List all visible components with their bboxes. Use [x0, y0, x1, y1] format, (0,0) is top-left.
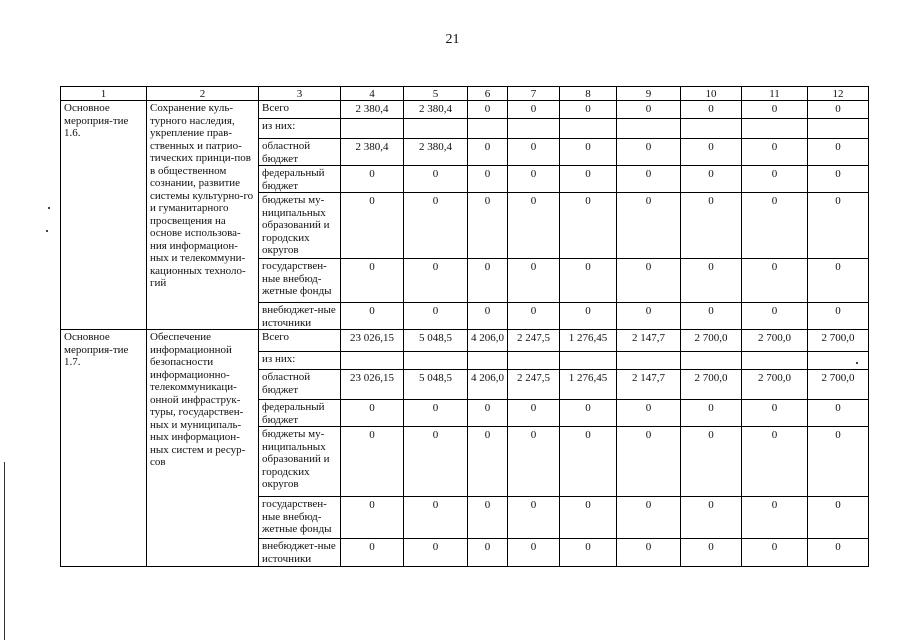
value-cell: 0 — [617, 497, 681, 539]
value-cell: 2 700,0 — [681, 370, 742, 400]
funding-source-label: бюджеты му-ниципальных образований и городских округов — [259, 427, 341, 497]
value-cell: 0 — [341, 303, 404, 330]
value-cell: 0 — [404, 400, 468, 427]
value-cell: 0 — [560, 400, 617, 427]
value-cell: 5 048,5 — [404, 330, 468, 352]
scan-speck — [46, 230, 48, 232]
value-cell: 0 — [508, 259, 560, 303]
value-cell: 23 026,15 — [341, 330, 404, 352]
value-cell: 0 — [341, 400, 404, 427]
value-cell: 0 — [681, 193, 742, 259]
value-cell: 1 276,45 — [560, 370, 617, 400]
budget-table — [60, 86, 869, 567]
value-cell: 0 — [560, 101, 617, 119]
value-cell — [617, 119, 681, 139]
value-cell: 0 — [808, 139, 869, 166]
value-cell: 1 276,45 — [560, 330, 617, 352]
value-cell — [742, 352, 808, 370]
value-cell: 0 — [808, 259, 869, 303]
value-cell: 0 — [560, 539, 617, 567]
value-cell: 0 — [681, 427, 742, 497]
value-cell: 0 — [681, 303, 742, 330]
activity-name: Основное мероприя-тие 1.7. — [61, 330, 147, 567]
value-cell — [681, 119, 742, 139]
value-cell: 0 — [617, 539, 681, 567]
value-cell: 0 — [808, 303, 869, 330]
value-cell: 0 — [404, 193, 468, 259]
value-cell: 23 026,15 — [341, 370, 404, 400]
value-cell: 0 — [808, 101, 869, 119]
value-cell: 0 — [681, 259, 742, 303]
value-cell — [341, 352, 404, 370]
column-header: 11 — [742, 87, 808, 101]
value-cell: 0 — [742, 303, 808, 330]
value-cell: 0 — [468, 497, 508, 539]
value-cell: 2 700,0 — [742, 370, 808, 400]
value-cell — [681, 352, 742, 370]
value-cell: 0 — [617, 303, 681, 330]
value-cell: 0 — [468, 400, 508, 427]
value-cell — [508, 352, 560, 370]
value-cell — [617, 352, 681, 370]
funding-source-label: государствен-ные внебюд-жетные фонды — [259, 259, 341, 303]
value-cell: 4 206,0 — [468, 330, 508, 352]
scan-speck — [856, 362, 858, 364]
value-cell: 0 — [617, 427, 681, 497]
value-cell: 0 — [808, 539, 869, 567]
value-cell: 2 700,0 — [742, 330, 808, 352]
value-cell: 0 — [341, 539, 404, 567]
funding-source-label: бюджеты му-ниципальных образований и городских округов — [259, 193, 341, 259]
column-header: 5 — [404, 87, 468, 101]
value-cell: 0 — [508, 193, 560, 259]
value-cell: 0 — [508, 101, 560, 119]
value-cell — [808, 352, 869, 370]
funding-source-label: Всего — [259, 330, 341, 352]
value-cell: 0 — [341, 497, 404, 539]
value-cell: 0 — [617, 193, 681, 259]
value-cell: 0 — [468, 303, 508, 330]
value-cell — [808, 119, 869, 139]
value-cell — [404, 119, 468, 139]
value-cell: 0 — [681, 400, 742, 427]
funding-source-label: государствен-ные внебюд-жетные фонды — [259, 497, 341, 539]
value-cell: 2 380,4 — [341, 101, 404, 119]
value-cell: 0 — [681, 139, 742, 166]
value-cell: 0 — [404, 497, 468, 539]
value-cell: 0 — [468, 166, 508, 193]
activity-title: Сохранение куль-турного наследия, укрепление прав-ственных и патрио-тических принци-пов в общественном сознании, развитие системы культурно-го и гуманитарного просвещения на основе использова-ния информацион-ных и телекоммуни-кационных техноло-гий — [147, 101, 259, 330]
column-header: 12 — [808, 87, 869, 101]
value-cell: 0 — [508, 303, 560, 330]
value-cell: 2 700,0 — [808, 330, 869, 352]
column-header: 6 — [468, 87, 508, 101]
funding-source-label: областной бюджет — [259, 139, 341, 166]
value-cell: 0 — [808, 497, 869, 539]
value-cell: 0 — [508, 166, 560, 193]
value-cell: 0 — [468, 539, 508, 567]
value-cell — [341, 119, 404, 139]
scan-edge-line — [4, 462, 5, 640]
table-row — [61, 330, 869, 352]
value-cell: 0 — [404, 303, 468, 330]
value-cell: 0 — [742, 139, 808, 166]
value-cell: 0 — [404, 166, 468, 193]
value-cell: 0 — [742, 259, 808, 303]
value-cell: 2 700,0 — [681, 330, 742, 352]
value-cell: 0 — [508, 139, 560, 166]
value-cell: 0 — [681, 497, 742, 539]
value-cell: 2 147,7 — [617, 370, 681, 400]
value-cell: 0 — [617, 400, 681, 427]
value-cell — [468, 119, 508, 139]
value-cell — [468, 352, 508, 370]
value-cell: 0 — [681, 539, 742, 567]
value-cell: 0 — [468, 139, 508, 166]
value-cell: 0 — [560, 166, 617, 193]
value-cell: 0 — [742, 101, 808, 119]
activity-title: Обеспечение информационной безопасности информационно-телекоммуникаци-онной инфраструк-туры, государствен-ных и муниципаль-ных информацион-ных систем и ресур-сов — [147, 330, 259, 567]
value-cell: 2 247,5 — [508, 330, 560, 352]
funding-source-label: федеральный бюджет — [259, 166, 341, 193]
value-cell: 2 380,4 — [404, 101, 468, 119]
value-cell — [508, 119, 560, 139]
funding-source-label: федеральный бюджет — [259, 400, 341, 427]
value-cell: 0 — [508, 427, 560, 497]
value-cell: 0 — [560, 303, 617, 330]
column-header: 8 — [560, 87, 617, 101]
value-cell: 2 247,5 — [508, 370, 560, 400]
value-cell: 0 — [560, 259, 617, 303]
column-header: 3 — [259, 87, 341, 101]
value-cell: 2 147,7 — [617, 330, 681, 352]
value-cell: 0 — [681, 101, 742, 119]
value-cell: 0 — [468, 101, 508, 119]
value-cell: 0 — [617, 101, 681, 119]
value-cell: 0 — [560, 193, 617, 259]
value-cell: 2 380,4 — [404, 139, 468, 166]
value-cell: 0 — [742, 400, 808, 427]
value-cell: 0 — [560, 427, 617, 497]
value-cell: 4 206,0 — [468, 370, 508, 400]
value-cell: 0 — [808, 193, 869, 259]
value-cell: 0 — [404, 259, 468, 303]
value-cell: 0 — [508, 400, 560, 427]
value-cell: 0 — [468, 193, 508, 259]
value-cell: 0 — [808, 427, 869, 497]
column-header: 10 — [681, 87, 742, 101]
page-number: 21 — [445, 32, 460, 47]
funding-source-label: областной бюджет — [259, 370, 341, 400]
value-cell: 0 — [560, 139, 617, 166]
column-header: 1 — [61, 87, 147, 101]
value-cell: 0 — [742, 539, 808, 567]
value-cell: 0 — [341, 193, 404, 259]
funding-source-label: Всего — [259, 101, 341, 119]
value-cell: 0 — [617, 259, 681, 303]
value-cell: 5 048,5 — [404, 370, 468, 400]
value-cell: 0 — [508, 497, 560, 539]
value-cell — [742, 119, 808, 139]
value-cell: 0 — [742, 427, 808, 497]
value-cell: 0 — [508, 539, 560, 567]
funding-source-label: внебюджет-ные источники — [259, 303, 341, 330]
value-cell: 0 — [617, 139, 681, 166]
value-cell: 0 — [404, 539, 468, 567]
header-row — [61, 87, 869, 101]
value-cell: 0 — [341, 427, 404, 497]
value-cell: 0 — [404, 427, 468, 497]
value-cell: 0 — [808, 400, 869, 427]
funding-source-label: из них: — [259, 119, 341, 139]
column-header: 2 — [147, 87, 259, 101]
value-cell: 0 — [742, 497, 808, 539]
value-cell — [560, 352, 617, 370]
funding-source-label: внебюджет-ные источники — [259, 539, 341, 567]
value-cell — [404, 352, 468, 370]
value-cell: 0 — [742, 166, 808, 193]
value-cell: 0 — [341, 259, 404, 303]
value-cell: 2 380,4 — [341, 139, 404, 166]
scan-speck — [48, 207, 50, 209]
activity-name: Основное мероприя-тие 1.6. — [61, 101, 147, 330]
value-cell: 0 — [808, 166, 869, 193]
value-cell — [560, 119, 617, 139]
value-cell: 0 — [560, 497, 617, 539]
table-row — [61, 101, 869, 119]
value-cell: 0 — [617, 166, 681, 193]
value-cell: 0 — [742, 193, 808, 259]
value-cell: 0 — [681, 166, 742, 193]
column-header: 9 — [617, 87, 681, 101]
column-header: 7 — [508, 87, 560, 101]
value-cell: 0 — [468, 427, 508, 497]
value-cell: 0 — [468, 259, 508, 303]
funding-source-label: из них: — [259, 352, 341, 370]
value-cell: 0 — [341, 166, 404, 193]
column-header: 4 — [341, 87, 404, 101]
value-cell: 2 700,0 — [808, 370, 869, 400]
